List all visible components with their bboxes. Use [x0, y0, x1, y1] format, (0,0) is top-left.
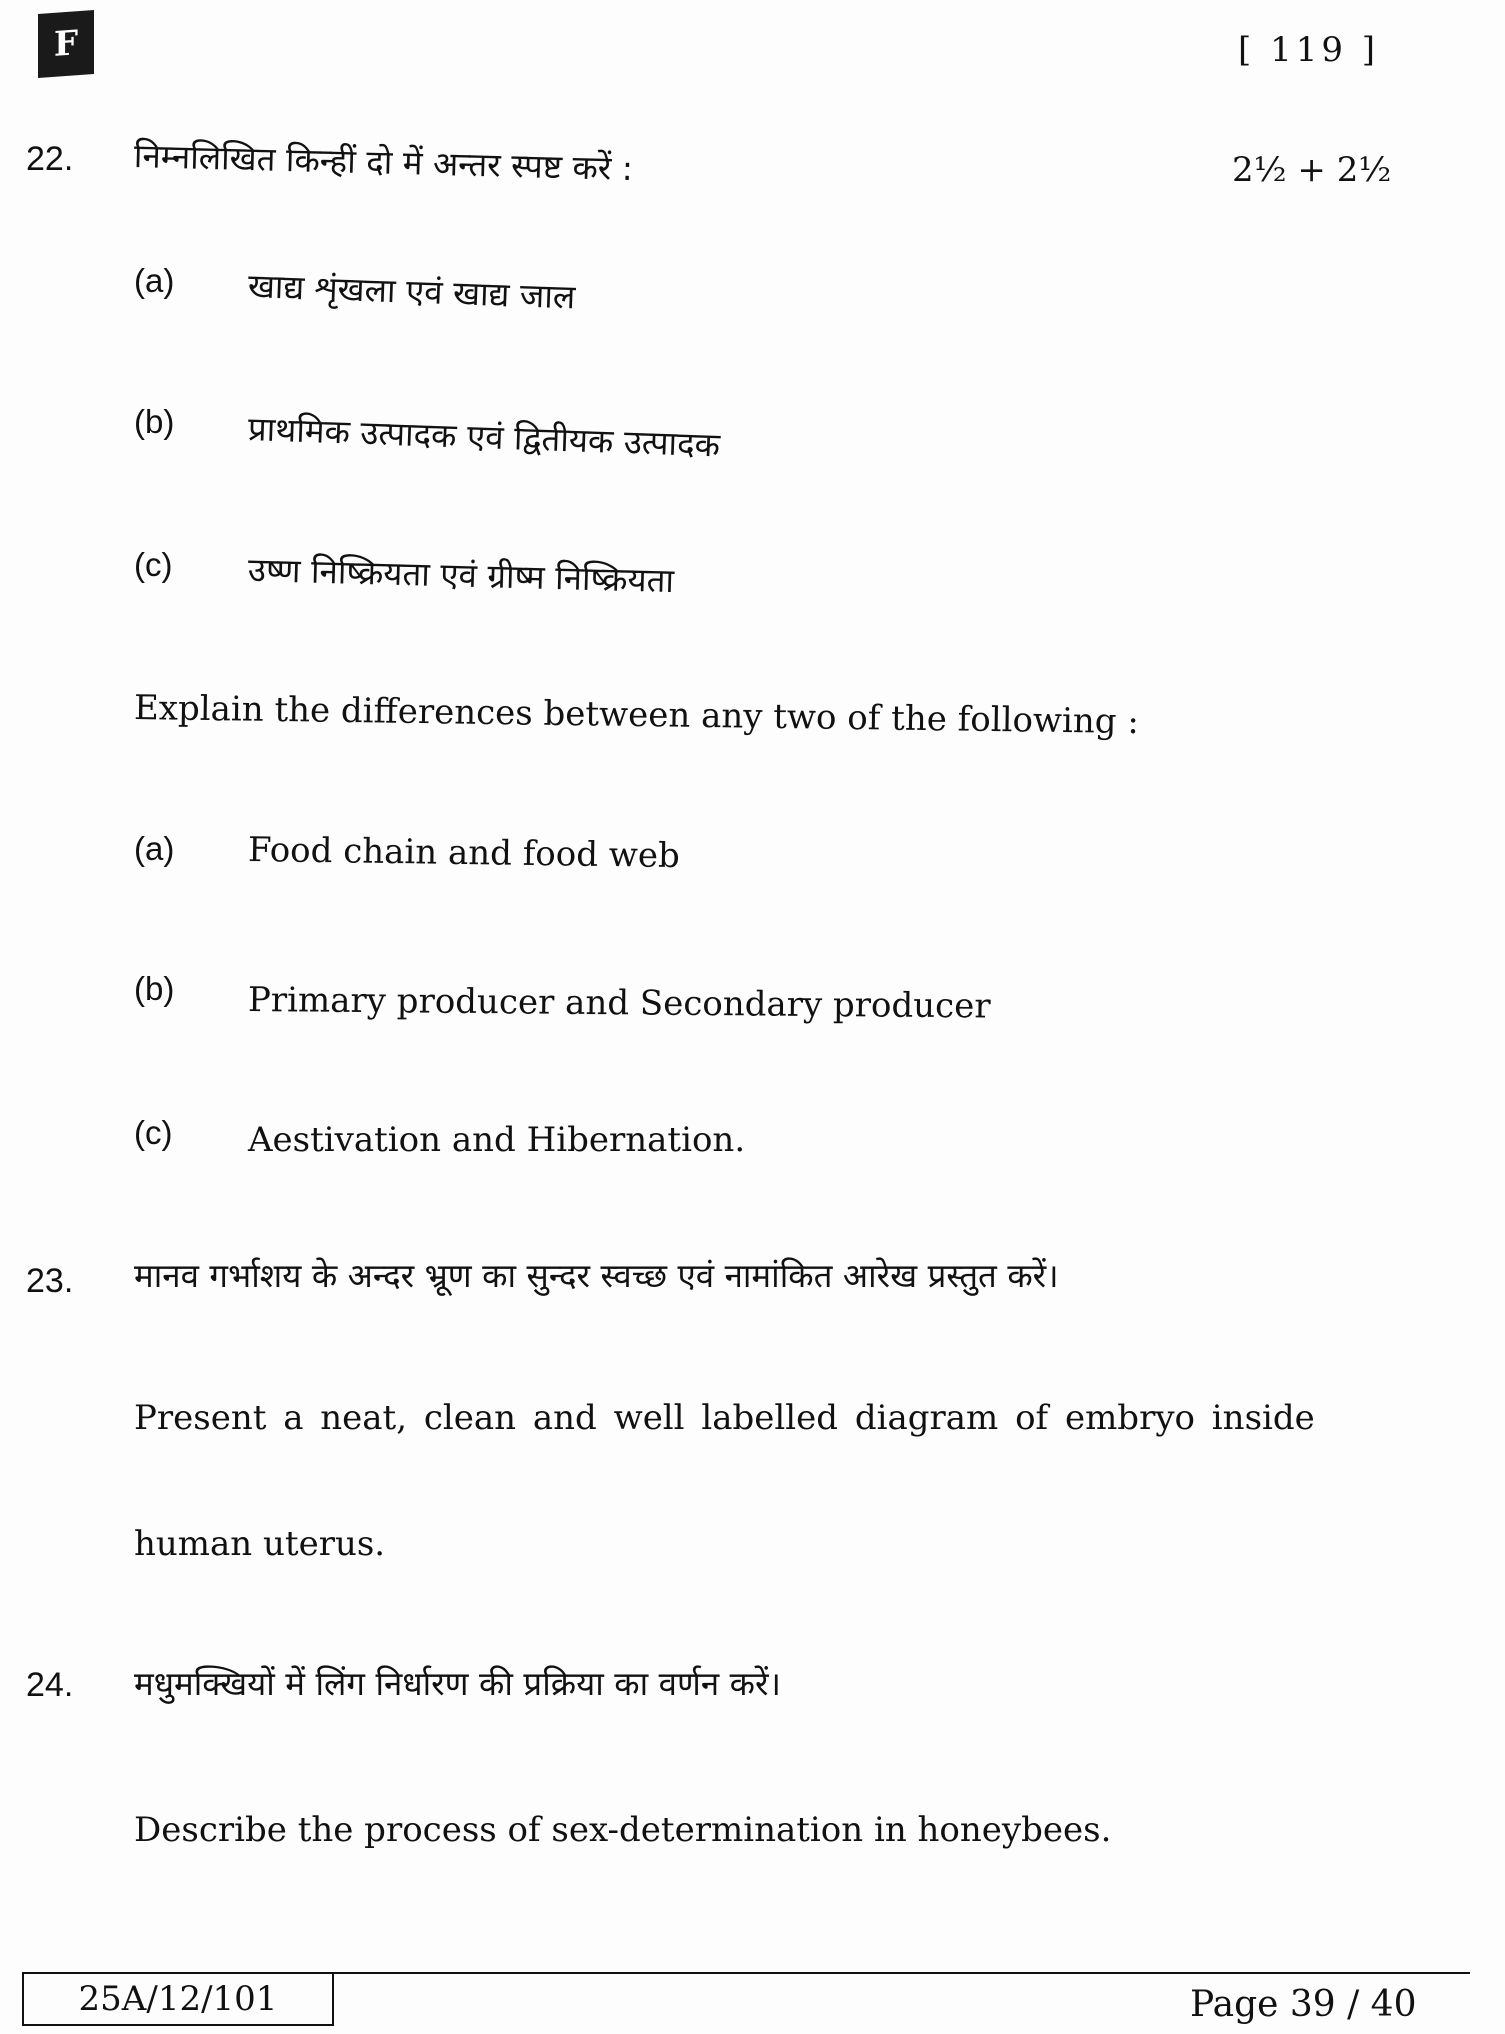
q22-hindi-item-b: प्राथमिक उत्पादक एवं द्वितीयक उत्पादक [247, 409, 721, 465]
q22-english-item-c-label: (c) [134, 1114, 173, 1151]
question-number-23: 23. [26, 1262, 74, 1300]
q22-hindi-prompt: निम्नलिखित किन्हीं दो में अन्तर स्पष्ट करें : [133, 136, 634, 189]
q22-english-item-b-label: (b) [134, 970, 175, 1007]
q22-english-item-a: Food chain and food web [247, 830, 681, 877]
set-mark: F [38, 10, 94, 78]
q24-hindi-text: मधुमक्खियों में लिंग निर्धारण की प्रक्रिया का वर्णन करें। [134, 1664, 781, 1703]
q22-hindi-item-c-label: (c) [134, 546, 173, 583]
page-code: [ 119 ] [1238, 30, 1380, 70]
page-number: Page 39 / 40 [1190, 1984, 1417, 2025]
q22-english-item-b: Primary producer and Secondary producer [247, 980, 991, 1027]
footer-rule [330, 1972, 1470, 1974]
q22-hindi-item-a: खाद्य शृंखला एवं खाद्य जाल [247, 266, 576, 317]
q22-marks: 2½ + 2½ [1232, 150, 1392, 190]
q24-english-text: Describe the process of sex-determination in honeybees. [134, 1810, 1112, 1850]
q22-hindi-item-c: उष्ण निष्क्रियता एवं ग्रीष्म निष्क्रियता [247, 550, 675, 601]
q22-english-prompt: Explain the differences between any two of the following : [133, 688, 1140, 743]
paper-code: 25A/12/101 [22, 1972, 334, 2026]
question-number-24: 24. [26, 1666, 74, 1704]
question-number-22: 22. [26, 140, 74, 178]
q22-english-item-c: Aestivation and Hibernation. [248, 1120, 746, 1160]
q23-hindi-text: मानव गर्भाशय के अन्दर भ्रूण का सुन्दर स्वच्छ एवं नामांकित आरेख प्रस्तुत करें। [134, 1256, 1059, 1295]
q22-english-item-a-label: (a) [134, 830, 175, 867]
q23-english-line2: human uterus. [134, 1524, 386, 1564]
q23-english-line1: Present a neat, clean and well labelled diagram of embryo inside [134, 1398, 1315, 1438]
q22-hindi-item-a-label: (a) [134, 262, 175, 299]
q22-hindi-item-b-label: (b) [134, 403, 175, 440]
